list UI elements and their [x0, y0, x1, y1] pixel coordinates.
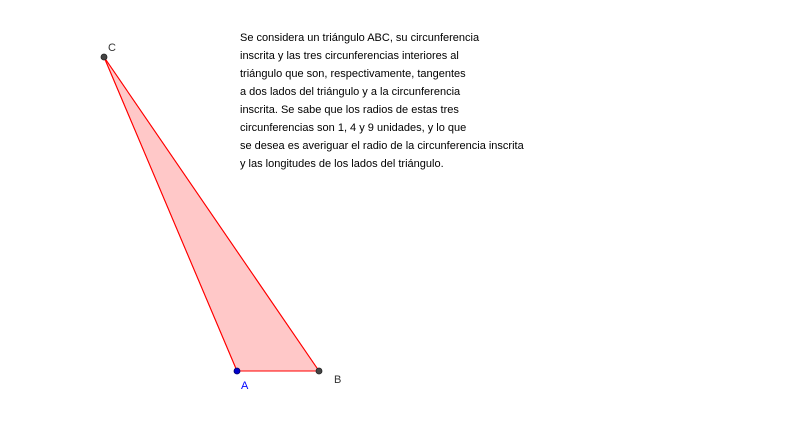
point-a-label: A: [241, 380, 249, 392]
point-b[interactable]: [316, 368, 322, 374]
statement-line: a dos lados del triángulo y a la circunferencia: [240, 86, 461, 98]
statement-line: y las longitudes de los lados del triángulo.: [240, 158, 444, 170]
statement-line: inscrita y las tres circunferencias interiores al: [240, 50, 459, 62]
point-b-label: B: [334, 374, 342, 386]
point-c-label: C: [108, 42, 116, 54]
statement-line: Se considera un triángulo ABC, su circunferencia: [240, 32, 480, 44]
point-c[interactable]: [101, 54, 107, 60]
problem-statement: [240, 29, 570, 173]
statement-line: circunferencias son 1, 4 y 9 unidades, y lo que: [240, 122, 467, 134]
statement-line: se desea es averiguar el radio de la circunferencia inscrita: [240, 140, 524, 152]
statement-line: triángulo que son, respectivamente, tangentes: [240, 68, 466, 80]
segment-ca[interactable]: [104, 57, 237, 371]
statement-line: inscrita. Se sabe que los radios de estas tres: [240, 104, 459, 116]
point-a[interactable]: [234, 368, 240, 374]
